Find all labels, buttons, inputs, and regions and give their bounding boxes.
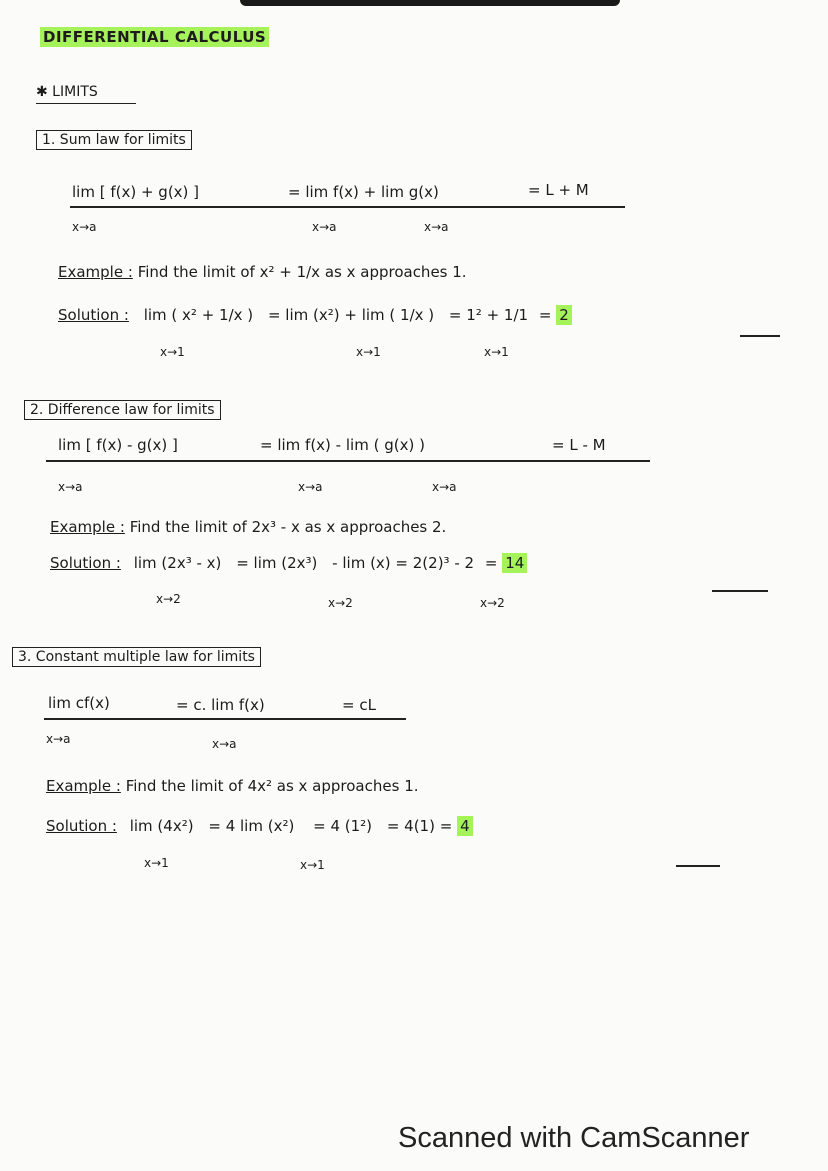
answer-underline: [676, 865, 720, 867]
scanner-top-edge: [240, 0, 620, 6]
section-3-solution: Solution : lim (4x²) = 4 lim (x²) = 4 (1²) = 4(1) = 4: [46, 817, 473, 835]
section-1-law-sub: x→a: [424, 220, 449, 234]
section-3-law-lhs: lim cf(x): [48, 694, 110, 712]
answer-underline: [712, 590, 768, 592]
section-2-law-lhs: lim [ f(x) - g(x) ]: [58, 436, 178, 454]
section-3-example: Example : Find the limit of 4x² as x approaches 1.: [46, 777, 419, 795]
section-2-law-mid: = lim f(x) - lim ( g(x) ): [260, 436, 425, 454]
answer-highlight: 2: [556, 305, 572, 325]
section-2-heading: 2. Difference law for limits: [24, 400, 221, 420]
page-title: DIFFERENTIAL CALCULUS: [40, 27, 269, 47]
section-3-heading: 3. Constant multiple law for limits: [12, 647, 261, 667]
answer-underline: [740, 335, 780, 337]
section-3-solution-sub: x→1: [300, 858, 325, 872]
section-2-solution-sub: x→2: [328, 596, 353, 610]
section-3-law-sub: x→a: [46, 732, 71, 746]
section-1-law-sub: x→a: [312, 220, 337, 234]
section-1-solution: Solution : lim ( x² + 1/x ) = lim (x²) + lim ( 1/x ) = 1² + 1/1 = 2: [58, 306, 572, 324]
section-1-solution-sub: x→1: [484, 345, 509, 359]
section-3-law-mid: = c. lim f(x): [176, 696, 265, 714]
answer-highlight: 14: [502, 553, 527, 573]
limits-heading: ✱ LIMITS: [36, 84, 136, 104]
section-1-law-sub: x→a: [72, 220, 97, 234]
section-1-heading: 1. Sum law for limits: [36, 130, 192, 150]
section-1-solution-sub: x→1: [160, 345, 185, 359]
answer-highlight: 4: [457, 816, 473, 836]
section-3-law-rhs: = cL: [342, 696, 376, 714]
section-3-solution-sub: x→1: [144, 856, 169, 870]
section-1-law-underline: [70, 206, 625, 208]
section-2-law-rhs: = L - M: [552, 436, 606, 454]
section-3-law-underline: [44, 718, 406, 720]
section-1-example: Example : Find the limit of x² + 1/x as x approaches 1.: [58, 263, 467, 281]
section-2-solution: Solution : lim (2x³ - x) = lim (2x³) - lim (x) = 2(2)³ - 2 = 14: [50, 554, 527, 572]
section-1-law-rhs: = L + M: [528, 181, 589, 199]
section-2-law-sub: x→a: [58, 480, 83, 494]
section-2-solution-sub: x→2: [156, 592, 181, 606]
section-2-solution-sub: x→2: [480, 596, 505, 610]
section-2-law-sub: x→a: [432, 480, 457, 494]
section-1-law-mid: = lim f(x) + lim g(x): [288, 183, 439, 201]
section-1-solution-sub: x→1: [356, 345, 381, 359]
section-1-law-lhs: lim [ f(x) + g(x) ]: [72, 183, 200, 201]
section-2-example: Example : Find the limit of 2x³ - x as x approaches 2.: [50, 518, 447, 536]
section-2-law-underline: [46, 460, 650, 462]
section-2-law-sub: x→a: [298, 480, 323, 494]
section-3-law-sub: x→a: [212, 737, 237, 751]
camscanner-watermark: Scanned with CamScanner: [398, 1122, 750, 1154]
